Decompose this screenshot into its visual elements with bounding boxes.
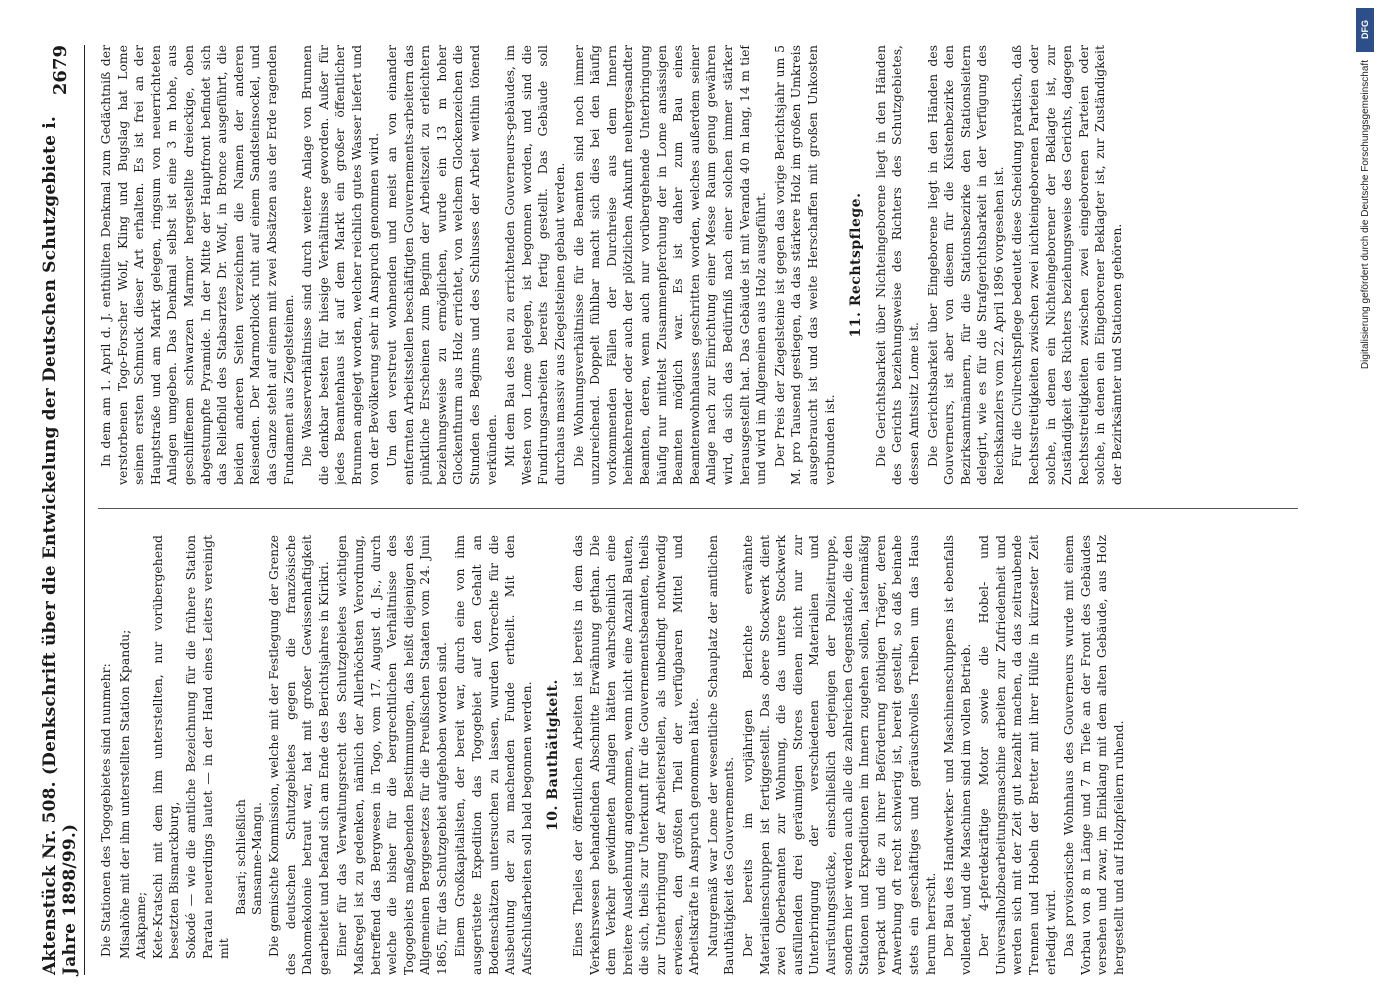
paragraph: Mit dem Bau des neu zu errichtenden Gouverneurs-gebäudes, im Westen von Lome gelegen, ist begonnen worden, und sind die Fundirungsarbeiten bereits fertig gestellt. Das Gebäude soll durchaus massiv aus Ziegelsteinen gebaut werden.: [502, 45, 568, 485]
page-number: 2679: [49, 45, 71, 96]
paragraph: In dem am 1. April d. J. enthüllten Denkmal zum Gedächtniß der verstorbenen Togo-Forscher Wolf, Kling und Bugslag hat Lome seinen ersten Schmuck dieser Art erhalten. Es ist frei an der Hauptstraße und am Markt gelegen, ringsum von neuerrichteten Anlagen umgeben. Das Denkmal selbst ist eine 3 m hohe, aus geschliffenem schwarzen Marmor hergestellte dreieckige, oben abgestumpfte Pyramide. In der Mitte der Hauptfront befindet sich das Reliefbild des Stabsarztes Dr. Wolf, in Bronce ausgeführt, die beiden anderen Seiten verzeichnen die Namen der anderen Reisenden. Der Marmorblock ruht auf einem Sandsteinsockel, und das Ganze steht auf einem mit zwei Absätzen aus der Erde ragenden Fundament aus Ziegelsteinen.: [98, 45, 296, 485]
paragraph: Der Bau des Handwerker- und Maschinenschuppens ist ebenfalls vollendet, und die Maschinen sind im vollen Betrieb.: [941, 535, 973, 975]
paragraph: Die Wohnungsverhältnisse für die Beamten sind noch immer unzureichend. Doppelt fühlbar macht sich dies bei den häufig vorkommenden Fällen der Durchreise aus dem Innern heimkehrender oder auch der plötzlichen Ankunft neuhergesandter Beamten, deren, wenn auch nur vorübergehende Unterbringung häufig nur mittelst Zusammenpferchung der in Lome ansässigen Beamten möglich war. Es ist daher zum Bau eines Beamtenwohnhauses geschritten worden, welches außerdem seiner Anlage nach zur Einrichtung einer Messe Raum genug gewähren wird, da sich das Bedürfniß nach einer solchen immer stärker herausgestellt hat. Das Gebäude ist mit Veranda 40 m lang, 14 m tief und wird im Allgemeinen aus Holz ausgeführt.: [570, 45, 769, 485]
list-item: Misahöhe mit der ihm unterstellten Station Kpandu;: [116, 629, 132, 959]
dfg-stamp: [1355, 8, 1375, 988]
paragraph: Um den verstreut wohnenden und meist an von einander entfernten Arbeitsstellen beschäftigten Gouvernements-arbeitern das pünktliche Erscheinen zum Beginn der Arbeitszeit zu erleichtern beziehungsweise zu ermöglichen, wurde ein 13 m hoher Glockenthurm aus Holz errichtet, von welchem Glockenzeichen die Stunden des Beginns und des Schlusses der Arbeit weithin tönend verkünden.: [384, 45, 499, 485]
section-heading: 10. Bauthätigkeit.: [545, 679, 562, 831]
paragraph: Einem Großkapitalisten, der bereit war, durch eine von ihm ausgerüstete Expedition das Togogebiet auf den Gehalt an Bodenschätzen untersuchen zu lassen, wurden Vorrechte für die Ausbeutung der zu machenden Funde ertheilt. Mit den Aufschlußarbeiten soll bald begonnen werden.: [452, 535, 534, 975]
list-intro: Die Stationen des Togogebietes sind nunmehr:: [98, 663, 113, 957]
list-item: Atakpame;: [133, 891, 149, 959]
list-item: Sansanne-Mangu.: [249, 802, 265, 915]
dfg-logo: DFG: [1356, 8, 1374, 52]
document-page: [40, 45, 1340, 975]
section-heading: 11. Rechtspflege.: [848, 192, 865, 338]
paragraph: Die Wasserverhältnisse sind durch weitere Anlage von Brunnen die denkbar besten für hiesige Verhältnisse geworden. Außer für jedes Beamtenhaus ist auf dem Markt ein großer öffentlicher Brunnen angelegt worden, welcher reichlich gutes Wasser liefert und von der Bevölkerung sehr in Anspruch genommen wird.: [299, 45, 381, 485]
dfg-credit-text: Digitalisierung gefördert durch die Deutsche Forschungsgemeinschaft: [1359, 60, 1371, 370]
paragraph: Die gemischte Kommission, welche mit der Festlegung der Grenze des deutschen Schutzgebietes gegen die französische Dahomekolonie betraut war, hat mit großer Gewissenhaftigkeit gearbeitet und befand sich am Ende des Berichtsjahres in Kirikri.: [265, 535, 331, 975]
list-item: Sokodé — wie die amtliche Bezeichnung für die frühere Station Paratau neuerdings lautet — in der Hand eines Leiters vereinigt mit: [182, 535, 232, 959]
paragraph: Die Gerichtsbarkeit über Nichteingeborene liegt in den Händen des Gerichts beziehungsweise des Richters des Schutzgebietes, dessen Amtssitz Lome ist.: [872, 45, 921, 485]
paragraph: Für die Civilrechtspflege bedeutet diese Scheidung praktisch, daß Rechtsstreitigkeiten zwischen zwei nichteingeborenen Parteien oder solche, in denen ein Nichteingeborener der Beklagte ist, zur Zuständigkeit des Richters beziehungsweise des Gerichts, dagegen Rechtsstreitigkeiten zwischen zwei eingeborenen Parteien oder solche, in denen ein Eingeborener Beklagter ist, zur Zuständigkeit der Bezirksämter und Stationen gehören.: [1009, 45, 1125, 485]
paragraph: Der bereits im vorjährigen Berichte erwähnte Materialienschuppen ist fertiggestellt. Das obere Stockwerk dient zwei Oberbeamten zur Wohnung, die das untere Stockwerk ausfüllenden drei geräumigen Stores dienen nicht nur zur Unterbringung der verschiedenen Materialien und Ausrüstungsstücke, einschließlich derjenigen der Polizeitruppe, sondern hier werden auch alle die zahlreichen Gegenstände, die den Stationen und Expeditionen im Innern zugehen sollen, lastenmäßig verpackt und die zu ihrer Beförderung nöthigen Träger, deren Anwerbung oft recht schwierig ist, bereit gestellt, so daß beinahe stets ein geschäftiges und geräuschvolles Treiben um das Haus herum herrscht.: [739, 535, 938, 975]
paragraph: Das provisorische Wohnhaus des Gouverneurs wurde mit einem Vorbau von 8 m Länge und 7 m Tiefe an der Front des Gebäudes versehen und zwar, im Einklang mit dem alten Gebäude, aus Holz hergestellt und auf Holzpfeilern ruhend.: [1061, 535, 1127, 975]
paragraph: Eines Theiles der öffentlichen Arbeiten ist bereits in dem das Verkehrswesen behandelnden Abschnitte Erwähnung gethan. Die dem Verkehr gewidmeten Anlagen hätten wahrscheinlich eine breitere Ausdehnung angenommen, wenn nicht eine Anzahl Bauten, die sich, theils zur Unterkunft für die Gouvernementsbeamten, theils zur Unterbringung der Arbeiterstellen, als unbedingt nothwendig erwiesen, den größten Theil der verfügbaren Mittel und Arbeitskräfte in Anspruch genommen hätte.: [570, 535, 702, 975]
page-title: Aktenstück Nr. 508. (Denkschrift über die Entwickelung der Deutschen Schutzgebiete i. Jahre 1898/99.): [40, 115, 80, 975]
paragraph: Die Gerichtsbarkeit über Eingeborene liegt in den Händen des Gouverneurs, ist aber von diesem für die Küstenbezirke den Bezirksamtmännern, für die Stationsbezirke den Stationsleitern delegirt, wie es für die Strafgerichtsbarkeit in der Verfügung des Reichskanzlers vom 22. April 1896 vorgesehen ist.: [924, 45, 1006, 485]
list-item: Basari; schließlich: [232, 799, 248, 915]
right-column: [98, 45, 1328, 485]
page-header: [40, 45, 80, 975]
column-divider: [98, 508, 1298, 509]
left-column: [98, 535, 1328, 975]
paragraph: Naturgemäß war Lome der wesentliche Schauplatz der amtlichen Bauthätigkeit des Gouvernements.: [704, 535, 737, 975]
header-rule: [84, 45, 85, 975]
paragraph: Der Preis der Ziegelsteine ist gegen das vorige Berichtsjahr um 5 M. pro Tausend gestiegen, da das stärkere Holz im großen Umkreis ausgebraucht ist und das weite Herschaffen mit großen Unkosten verbunden ist.: [771, 45, 837, 485]
paragraph: Einer für das Verwaltungsrecht des Schutzgebietes wichtigen Maßregel ist zu gedenken, nämlich der Allerhöchsten Verordnung, betreffend das Bergwesen in Togo, vom 17. August d. Js., durch welche die bisher für die bergrechtlichen Verhältnisse des Togogebiets maßgebenden Bestimmungen, das heißt diejenigen des Allgemeinen Berggesetzes für die Preußischen Staaten vom 24. Juni 1865, für das Schutzgebiet aufgehoben worden sind.: [334, 535, 449, 975]
list-item: Kete-Kratschi mit dem ihm unterstellten, nur vorübergehend besetzten Bismarckburg,: [149, 535, 182, 959]
paragraph: Der 4-pferdekräftige Motor sowie die Hobel- und Universalholzbearbeitungsmaschine arbeiten zur Zufriedenheit und werden sich mit der Zeit gut bezahlt machen, da das zeitraubende Trennen und Hobeln der Bretter mit ihrer Hülfe in kürzester Zeit erledigt wird.: [976, 535, 1058, 975]
